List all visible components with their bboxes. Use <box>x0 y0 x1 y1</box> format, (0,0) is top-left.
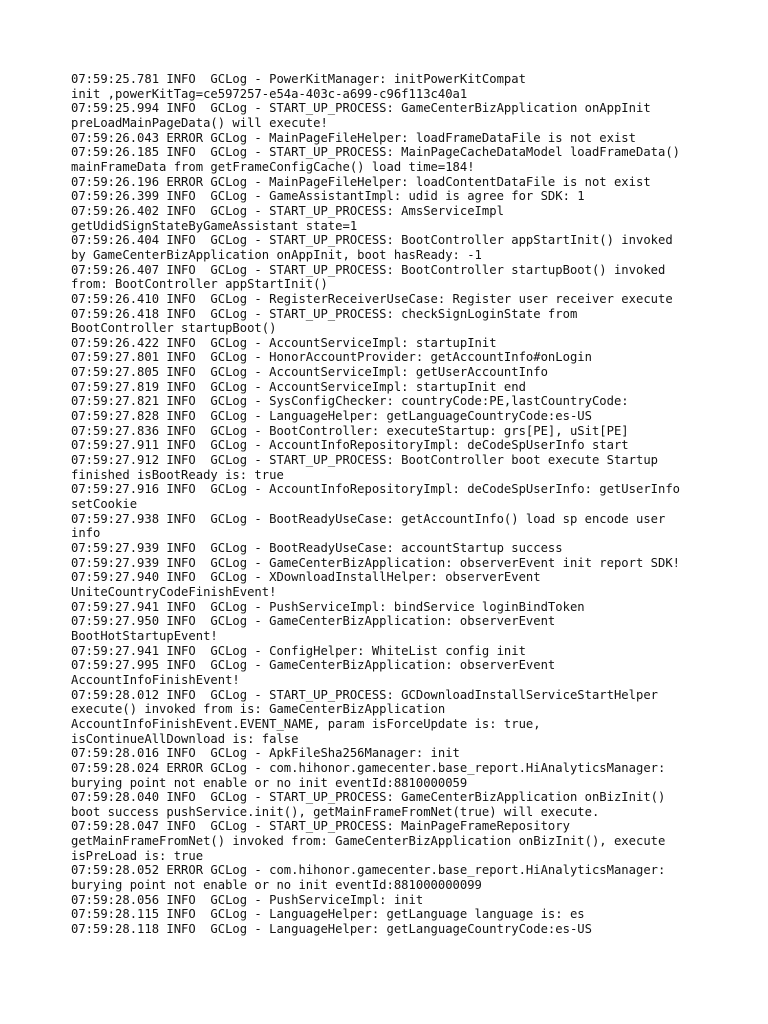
log-line: mainFrameData from getFrameConfigCache() load time=184! <box>71 159 475 174</box>
log-line: 07:59:27.836 INFO GCLog - BootController: executeStartup: grs[PE], uSit[PE] <box>71 423 629 438</box>
log-line: 07:59:28.115 INFO GCLog - LanguageHelper: getLanguage language is: es <box>71 907 585 922</box>
log-line: 07:59:25.781 INFO GCLog - PowerKitManager: initPowerKitCompat <box>71 72 526 86</box>
log-line: 07:59:27.819 INFO GCLog - AccountServiceImpl: startupInit end <box>71 379 526 394</box>
log-line: 07:59:26.404 INFO GCLog - START_UP_PROCESS: BootController appStartInit() invoked <box>71 233 673 248</box>
log-line: 07:59:26.402 INFO GCLog - START_UP_PROCESS: AmsServiceImpl <box>71 203 504 218</box>
log-line: 07:59:26.407 INFO GCLog - START_UP_PROCESS: BootController startupBoot() invoked <box>71 262 666 277</box>
log-line: boot success pushService.init(), getMainFrameFromNet(true) will execute. <box>71 804 600 819</box>
log-line: AccountInfoFinishEvent! <box>71 672 240 687</box>
log-line: 07:59:27.828 INFO GCLog - LanguageHelper: getLanguageCountryCode:es-US <box>71 409 592 424</box>
log-line: 07:59:27.939 INFO GCLog - BootReadyUseCase: accountStartup success <box>71 541 563 555</box>
log-line: burying point not enable or no init eventId:881000000099 <box>71 878 482 893</box>
log-line: 07:59:27.821 INFO GCLog - SysConfigChecker: countryCode:PE,lastCountryCode: <box>71 394 629 409</box>
log-line: init ,powerKitTag=ce597257-e54a-403c-a699-c96f113c40a1 <box>71 86 468 101</box>
log-line: by GameCenterBizApplication onAppInit, boot hasReady: -1 <box>71 247 482 262</box>
log-line: preLoadMainPageData() will execute! <box>71 115 328 130</box>
log-line: from: BootController appStartInit() <box>71 277 328 292</box>
log-line: getMainFrameFromNet() invoked from: GameCenterBizApplication onBizInit(), execute <box>71 834 666 849</box>
log-line: 07:59:28.056 INFO GCLog - PushServiceImpl: init <box>71 892 424 907</box>
log-line: 07:59:28.040 INFO GCLog - START_UP_PROCESS: GameCenterBizApplication onBizInit() <box>71 790 666 805</box>
log-line: 07:59:26.196 ERROR GCLog - MainPageFileHelper: loadContentDataFile is not exist <box>71 174 651 189</box>
log-line: 07:59:26.410 INFO GCLog - RegisterReceiverUseCase: Register user receiver execute <box>71 291 673 306</box>
log-line: 07:59:27.941 INFO GCLog - PushServiceImpl: bindService loginBindToken <box>71 599 585 614</box>
log-line: 07:59:28.024 ERROR GCLog - com.hihonor.gamecenter.base_report.HiAnalyticsManager: <box>71 760 666 775</box>
log-line: 07:59:27.912 INFO GCLog - START_UP_PROCESS: BootController boot execute Startup <box>71 453 658 468</box>
log-line: 07:59:26.422 INFO GCLog - AccountServiceImpl: startupInit <box>71 335 497 350</box>
log-line: 07:59:26.418 INFO GCLog - START_UP_PROCESS: checkSignLoginState from <box>71 306 578 321</box>
log-text-block <box>71 72 721 937</box>
log-line: 07:59:27.941 INFO GCLog - ConfigHelper: WhiteList config init <box>71 643 526 658</box>
log-line: burying point not enable or no init eventId:8810000059 <box>71 775 468 790</box>
log-line: isPreLoad is: true <box>71 848 204 863</box>
log-line: 07:59:26.043 ERROR GCLog - MainPageFileHelper: loadFrameDataFile is not exist <box>71 130 636 145</box>
log-line: 07:59:26.185 INFO GCLog - START_UP_PROCESS: MainPageCacheDataModel loadFrameData() <box>71 145 681 160</box>
log-line: 07:59:27.938 INFO GCLog - BootReadyUseCase: getAccountInfo() load sp encode user <box>71 511 666 526</box>
log-line: BootHotStartupEvent! <box>71 628 218 643</box>
log-line: 07:59:28.047 INFO GCLog - START_UP_PROCESS: MainPageFrameRepository <box>71 819 570 834</box>
log-line: 07:59:25.994 INFO GCLog - START_UP_PROCESS: GameCenterBizApplication onAppInit <box>71 101 651 116</box>
log-line: info <box>71 526 101 541</box>
log-line: UniteCountryCodeFinishEvent! <box>71 584 277 599</box>
log-line: 07:59:28.118 INFO GCLog - LanguageHelper: getLanguageCountryCode:es-US <box>71 922 592 937</box>
log-line: setCookie <box>71 497 138 512</box>
log-line: getUdidSignStateByGameAssistant state=1 <box>71 218 358 233</box>
log-line: 07:59:28.012 INFO GCLog - START_UP_PROCESS: GCDownloadInstallServiceStartHelper <box>71 687 658 702</box>
log-line: 07:59:27.950 INFO GCLog - GameCenterBizApplication: observerEvent <box>71 614 556 629</box>
log-line: AccountInfoFinishEvent.EVENT_NAME, param isForceUpdate is: true, <box>71 716 541 731</box>
log-line: 07:59:28.016 INFO GCLog - ApkFileSha256Manager: init <box>71 746 460 761</box>
log-line: BootController startupBoot() <box>71 321 277 336</box>
log-line: 07:59:27.939 INFO GCLog - GameCenterBizApplication: observerEvent init report SDK! <box>71 555 681 570</box>
log-line: 07:59:27.911 INFO GCLog - AccountInfoRepositoryImpl: deCodeSpUserInfo start <box>71 438 629 453</box>
log-line: 07:59:26.399 INFO GCLog - GameAssistantImpl: udid is agree for SDK: 1 <box>71 189 585 204</box>
log-line: finished isBootReady is: true <box>71 467 284 482</box>
log-line: isContinueAllDownload is: false <box>71 731 299 746</box>
log-line: 07:59:27.801 INFO GCLog - HonorAccountProvider: getAccountInfo#onLogin <box>71 350 592 365</box>
log-line: 07:59:28.052 ERROR GCLog - com.hihonor.gamecenter.base_report.HiAnalyticsManager: <box>71 863 666 878</box>
log-line: 07:59:27.940 INFO GCLog - XDownloadInstallHelper: observerEvent <box>71 570 541 585</box>
log-line: 07:59:27.805 INFO GCLog - AccountServiceImpl: getUserAccountInfo <box>71 365 548 380</box>
log-line: 07:59:27.995 INFO GCLog - GameCenterBizApplication: observerEvent <box>71 658 556 673</box>
log-line: 07:59:27.916 INFO GCLog - AccountInfoRepositoryImpl: deCodeSpUserInfo: getUserInfo <box>71 482 681 497</box>
log-line: execute() invoked from is: GameCenterBizApplication <box>71 702 446 717</box>
